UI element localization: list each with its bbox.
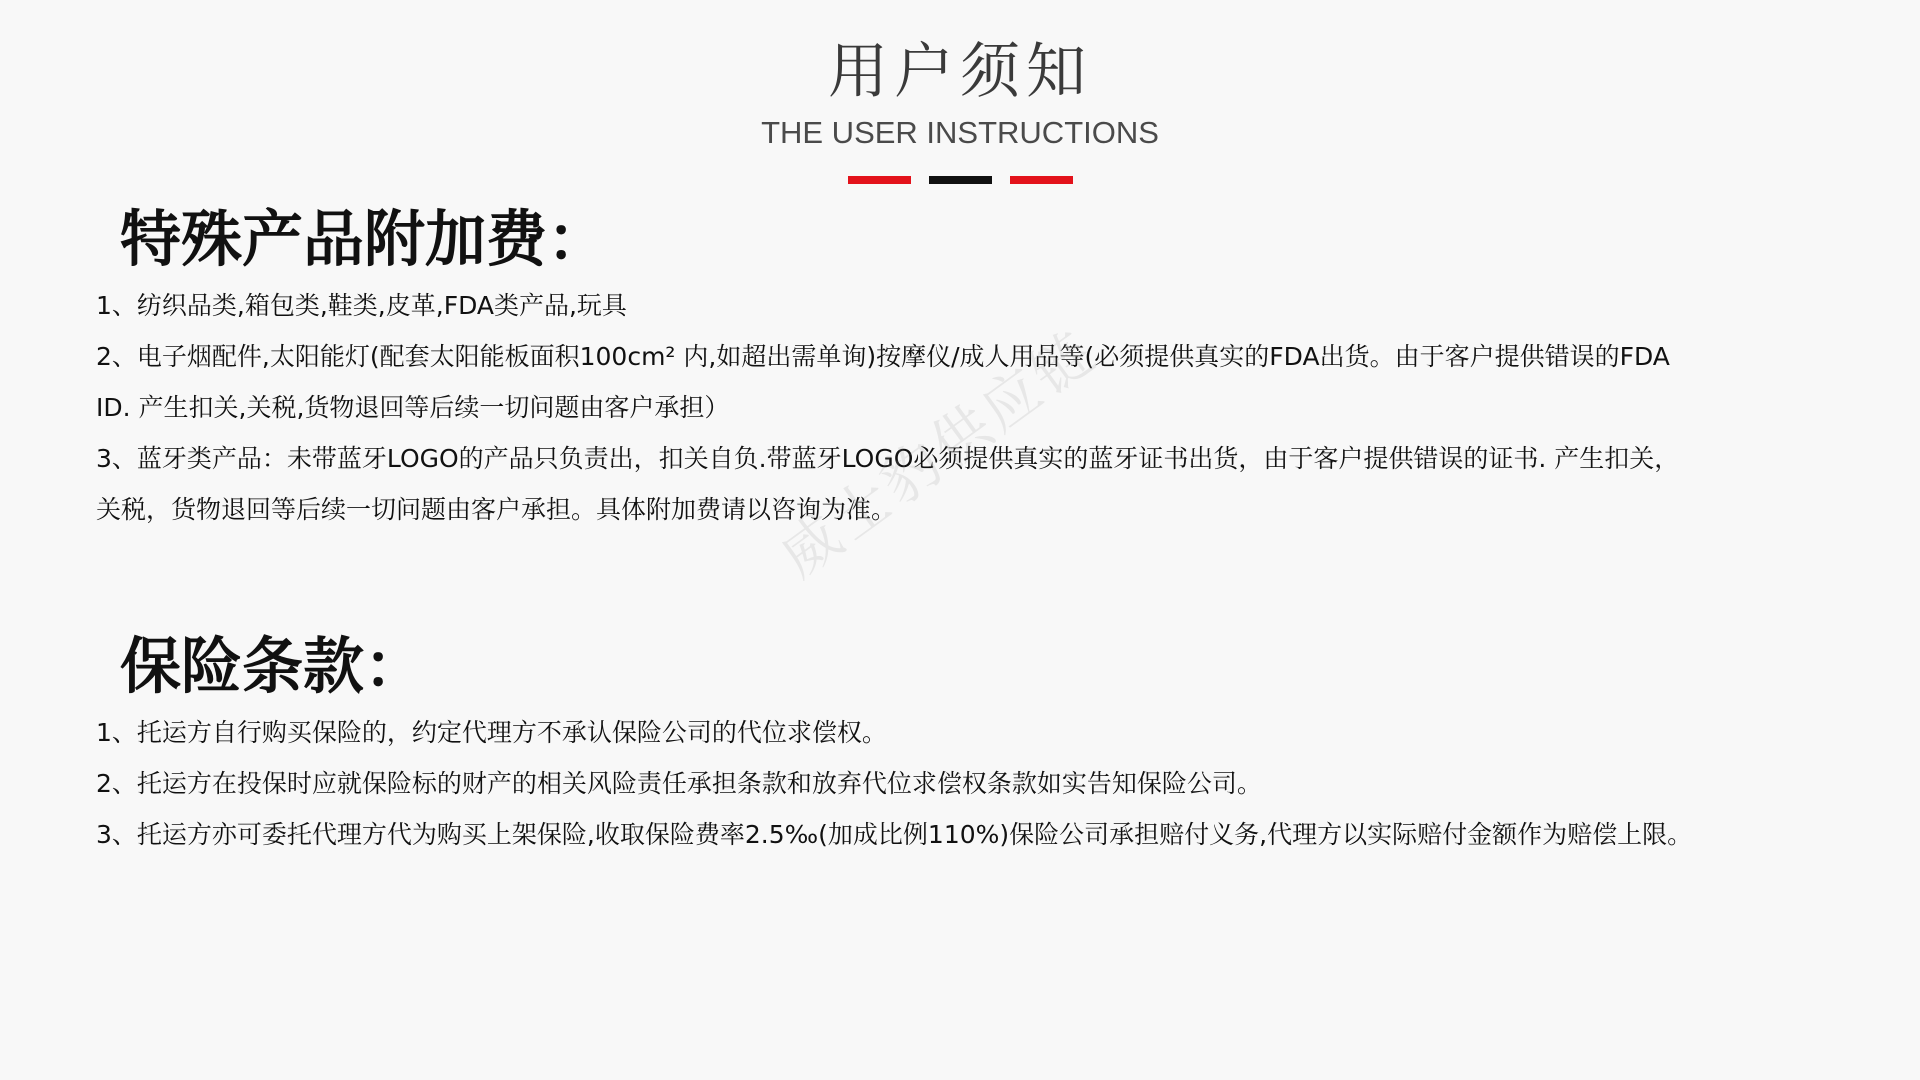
insurance-item-2: 2、托运方在投保时应就保险标的财产的相关风险责任承担条款和放弃代位求偿权条款如实告知保险公司。 (96, 769, 1262, 798)
page-header (0, 30, 1920, 184)
divider-bar-black (929, 176, 992, 184)
page-subtitle: THE USER INSTRUCTIONS (761, 115, 1159, 150)
insurance-section (96, 627, 1876, 860)
surcharge-section (96, 200, 1876, 535)
divider-bar-red-left (848, 176, 911, 184)
surcharge-heading: 特殊产品附加费： (120, 204, 609, 275)
surcharge-item-3: 3、蓝牙类产品：未带蓝牙LOGO的产品只负责出，扣关自负.带蓝牙LOGO必须提供真实的蓝牙证书出货，由于客户提供错误的证书. 产生扣关， 关税，货物退回等后续一切问题由客户承担。具体附加费请以咨询为准。 (96, 444, 1680, 524)
insurance-heading: 保险条款： (120, 631, 426, 702)
watermark: 威士豹供应链 (767, 316, 1109, 591)
divider-bar-red-right (1010, 176, 1073, 184)
insurance-item-3: 3、托运方亦可委托代理方代为购买上架保险,收取保险费率2.5‰(加成比例110%)保险公司承担赔付义务,代理方以实际赔付金额作为赔偿上限。 (96, 820, 1693, 849)
insurance-item-1: 1、托运方自行购买保险的，约定代理方不承认保险公司的代位求偿权。 (96, 718, 887, 747)
page-title: 用户须知 (828, 37, 1092, 107)
surcharge-item-1: 1、纺织品类,箱包类,鞋类,皮革,FDA类产品,玩具 (96, 291, 627, 320)
surcharge-item-2: 2、电子烟配件,太阳能灯(配套太阳能板面积100cm² 内,如超出需单询)按摩仪/成人用品等(必须提供真实的FDA出货。由于客户提供错误的FDA ID. 产生扣关,关税,货物退回等后续一切问题由客户承担） (96, 342, 1670, 422)
title-divider (0, 176, 1920, 184)
